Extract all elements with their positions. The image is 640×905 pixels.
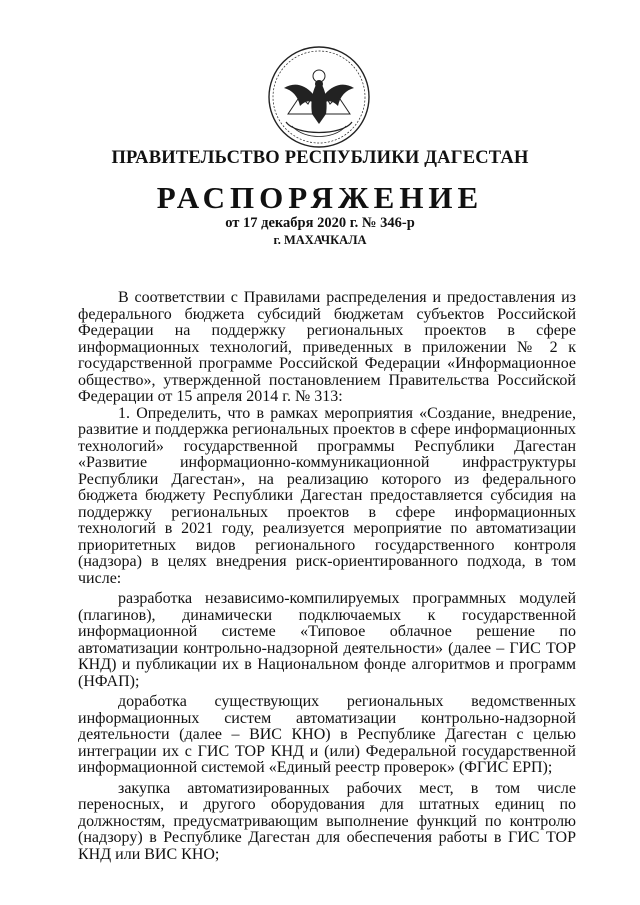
subitem-refinement-paragraph: доработка существующих региональных ведомственных информационных систем автоматизации контрольно-надзорной деятельности (далее – ВИС КНО) в Республике Дагестан с целью интеграции их с ГИС ТОР КНД и (или) Федеральной государственной информационной системой «Единый реестр проверок» (ФГИС ЕРП);: [78, 693, 576, 776]
subitem-development-paragraph: разработка независимо-компилируемых программных модулей (плагинов), динамически подключаемых к государственной информационной системе «Типовое облачное решение по автоматизации контрольно-надзорной деятельности» (далее – ГИС ТОР КНД) и публикации их в Национальном фонде алгоритмов и программ (НФАП);: [78, 590, 576, 690]
document-body: [78, 290, 576, 863]
subitem-procurement-paragraph: закупка автоматизированных рабочих мест, в том числе переносных, и другого оборудования для штатных единиц по должностям, предусматривающим выполнение функций по контролю (надзору) в Республике Дагестан для обеспечения работы в ГИС ТОР КНД или ВИС КНО;: [78, 779, 576, 863]
government-title: ПРАВИТЕЛЬСТВО РЕСПУБЛИКИ ДАГЕСТАН: [111, 148, 529, 168]
document-city: г. МАХАЧКАЛА: [273, 233, 367, 247]
preamble-paragraph: В соответствии с Правилами распределения и предоставления из федерального бюджета субсидий бюджетам субъектов Российской Федерации на поддержку региональных проектов в сфере информационных технологий, приведенных в приложении № 2 к государственной программе Российской Федерации «Информационное общество», утвержденной постановлением Правительства Российской Федерации от 15 апреля 2014 г. № 313:: [78, 289, 576, 405]
document-date-number: от 17 декабря 2020 г. № 346-р: [225, 215, 415, 231]
document-type-title: РАСПОРЯЖЕНИЕ: [156, 180, 484, 215]
coat-of-arms-emblem: [266, 44, 372, 150]
item-1-paragraph: 1. Определить, что в рамках мероприятия «Создание, внедрение, развитие и поддержка региональных проектов в сфере информационных технологий» государственной программы Республики Дагестан «Развитие информационно-коммуникационной инфраструктуры Республики Дагестан», на реализацию которого из федерального бюджета бюджету Республики Дагестан предоставляется субсидия на поддержку региональных проектов в сфере информационных технологий в 2021 году, реализуется мероприятие по автоматизации приоритетных видов регионального государственного контроля (надзора) в целях внедрения риск-ориентированного подхода, в том числе:: [78, 404, 576, 587]
